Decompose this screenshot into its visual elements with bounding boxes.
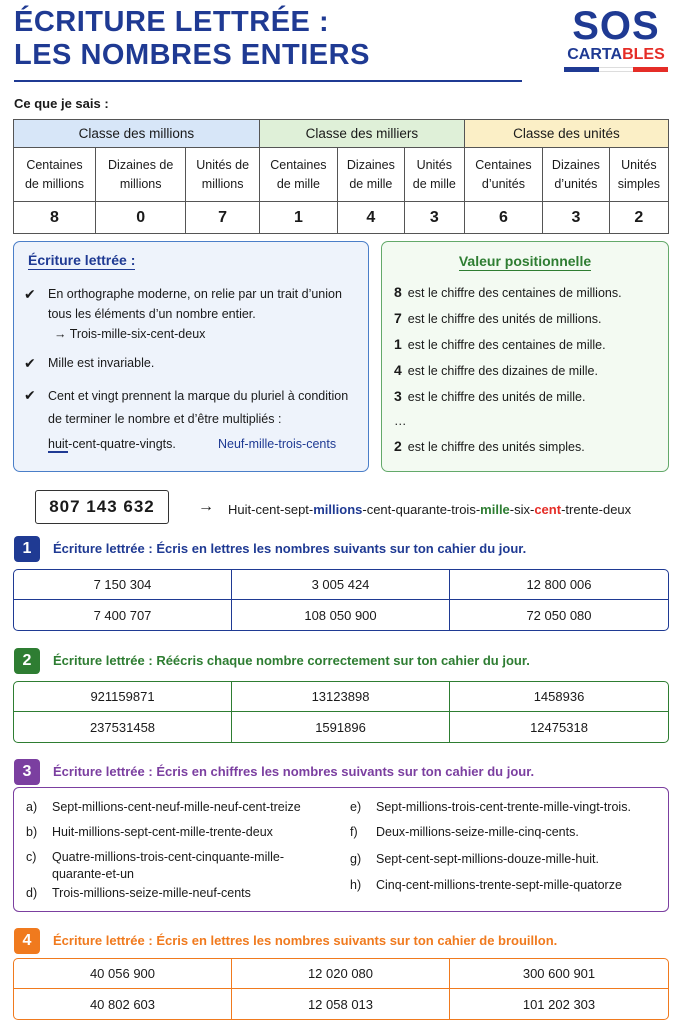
check-icon: ✔ xyxy=(24,355,36,371)
item-d: d) Trois-millions-seize-mille-neuf-cents xyxy=(26,886,251,900)
check-icon: ✔ xyxy=(24,286,36,302)
page-title xyxy=(14,6,370,72)
number-cell: 3 005 424 xyxy=(232,570,450,600)
item-f: f) Deux-millions-seize-mille-cinq-cents. xyxy=(350,825,579,839)
digit-cell: 0 xyxy=(95,202,185,234)
digit-cell: 3 xyxy=(543,202,610,234)
exercise-number-badge: 1 xyxy=(14,536,40,562)
digit-cell: 6 xyxy=(464,202,542,234)
column-header-4: Dizaines de mille xyxy=(337,148,404,202)
example-number-words: Huit-cent-sept-millions-cent-quarante-trois-mille-six-cent-trente-deux xyxy=(228,502,632,517)
ecriture-box-title: Écriture lettrée : xyxy=(28,252,136,268)
item-b: b) Huit-millions-sept-cent-mille-trente-deux xyxy=(26,825,273,839)
digit-cell: 4 xyxy=(337,202,404,234)
valeur-box-title: Valeur positionnelle xyxy=(458,253,592,269)
logo-sos: SOS xyxy=(572,4,660,48)
digit-cell: 3 xyxy=(404,202,464,234)
rule-cent-vingt: Cent et vingt prennent la marque du pluriel à condition de terminer le nombre et d’être multipliés : xyxy=(48,389,349,426)
item-e: e) Sept-millions-trois-cent-trente-mille-vingt-trois. xyxy=(350,800,631,814)
exercise-number-badge: 4 xyxy=(14,928,40,954)
ellipsis: … xyxy=(394,414,407,428)
column-header-2: Unités de millions xyxy=(186,148,259,202)
example-quatre-vingts: huit-cent-quatre-vingts. xyxy=(48,437,176,451)
number-cell: 12 020 080 xyxy=(232,959,450,989)
digit-cell: 8 xyxy=(14,202,96,234)
number-cell: 101 202 303 xyxy=(522,996,596,1012)
exercise-instruction: Écriture lettrée : Réécris chaque nombre correctement sur ton cahier du jour. xyxy=(53,653,530,668)
number-cell: 921159871 xyxy=(14,682,232,712)
number-cell: 12 800 006 xyxy=(450,570,668,600)
column-header-7: Dizaines d’unités xyxy=(543,148,610,202)
rule-hyphens: En orthographe moderne, on relie par un trait d’union tous les éléments d’un nombre entier. → Trois-mille-six-cent-deux xyxy=(48,284,366,344)
example-trois-cents: Neuf-mille-trois-cents xyxy=(218,437,337,451)
item-h: h) Cinq-cent-millions-trente-sept-mille-quatorze xyxy=(350,878,622,892)
valeur-positionnelle-box xyxy=(381,241,669,472)
logo-cartables: CARTABLES xyxy=(567,46,665,63)
ecriture-lettree-box xyxy=(13,241,369,472)
number-cell: 237531458 xyxy=(14,712,232,742)
exercise-2-grid xyxy=(13,681,669,743)
number-cell: 72 050 080 xyxy=(526,607,592,623)
item-a: a) Sept-millions-cent-neuf-mille-neuf-cent-treize xyxy=(26,800,301,814)
exercise-number-badge: 3 xyxy=(14,759,40,785)
number-cell: 7 150 304 xyxy=(14,570,232,600)
class-thousands-header: Classe des milliers xyxy=(259,120,464,148)
class-units-header: Classe des unités xyxy=(464,120,668,148)
exercise-instruction: Écriture lettrée : Écris en lettres les nombres suivants sur ton cahier du jour. xyxy=(53,541,527,556)
check-icon: ✔ xyxy=(24,387,36,403)
digit-cell: 7 xyxy=(186,202,259,234)
column-header-8: Unités simples xyxy=(609,148,668,202)
exercise-number-badge: 2 xyxy=(14,648,40,674)
vp-line: 7 est le chiffre des unités de millions. xyxy=(394,310,602,326)
number-cell: 40 056 900 xyxy=(14,959,232,989)
exercise-4-grid xyxy=(13,958,669,1020)
place-value-table xyxy=(13,119,669,234)
number-cell: 1458936 xyxy=(450,682,668,712)
exercise-3-items xyxy=(13,787,669,912)
class-millions-header: Classe des millions xyxy=(14,120,260,148)
column-header-1: Dizaines de millions xyxy=(95,148,185,202)
column-header-3: Centaines de mille xyxy=(259,148,337,202)
column-header-0: Centaines de millions xyxy=(14,148,96,202)
digit-cell: 1 xyxy=(259,202,337,234)
rule-mille: Mille est invariable. xyxy=(48,356,155,370)
french-flag-icon xyxy=(564,67,668,72)
item-c: c) Quatre-millions-trois-cent-cinquante-mille- quarante-et-un xyxy=(26,850,285,881)
title-underline xyxy=(14,80,522,82)
vp-line: 3 est le chiffre des unités de mille. xyxy=(394,388,586,404)
rule-example: → Trois-mille-six-cent-deux xyxy=(54,327,206,341)
number-cell: 12475318 xyxy=(530,719,588,735)
vp-line: 4 est le chiffre des dizaines de mille. xyxy=(394,362,598,378)
number-cell: 40 802 603 xyxy=(14,989,232,1019)
number-cell: 12 058 013 xyxy=(232,989,450,1019)
digit-cell: 2 xyxy=(609,202,668,234)
exercise-instruction: Écriture lettrée : Écris en chiffres les nombres suivants sur ton cahier du jour. xyxy=(53,764,535,779)
exercise-1-grid xyxy=(13,569,669,631)
number-cell: 300 600 901 xyxy=(450,959,668,989)
item-g: g) Sept-cent-sept-millions-douze-mille-huit. xyxy=(350,852,599,866)
column-header-5: Unités de mille xyxy=(404,148,464,202)
vp-line-last: 2 est le chiffre des unités simples. xyxy=(394,438,585,454)
vp-line: 1 est le chiffre des centaines de mille. xyxy=(394,336,606,352)
title-line-1: ÉCRITURE LETTRÉE : xyxy=(14,6,330,38)
number-cell: 108 050 900 xyxy=(232,600,450,630)
exercise-instruction: Écriture lettrée : Écris en lettres les nombres suivants sur ton cahier de brouillon. xyxy=(53,933,558,948)
number-cell: 13123898 xyxy=(232,682,450,712)
column-header-6: Centaines d’unités xyxy=(464,148,542,202)
vp-line: 8 est le chiffre des centaines de millions. xyxy=(394,284,622,300)
arrow-icon: → xyxy=(198,498,214,515)
what-i-know-heading: Ce que je sais : xyxy=(14,96,109,111)
title-line-2: LES NOMBRES ENTIERS xyxy=(14,39,370,71)
sos-cartables-logo xyxy=(560,6,672,76)
example-number-box: 807 143 632 xyxy=(35,490,169,524)
number-cell: 7 400 707 xyxy=(14,600,232,630)
number-cell: 1591896 xyxy=(232,712,450,742)
